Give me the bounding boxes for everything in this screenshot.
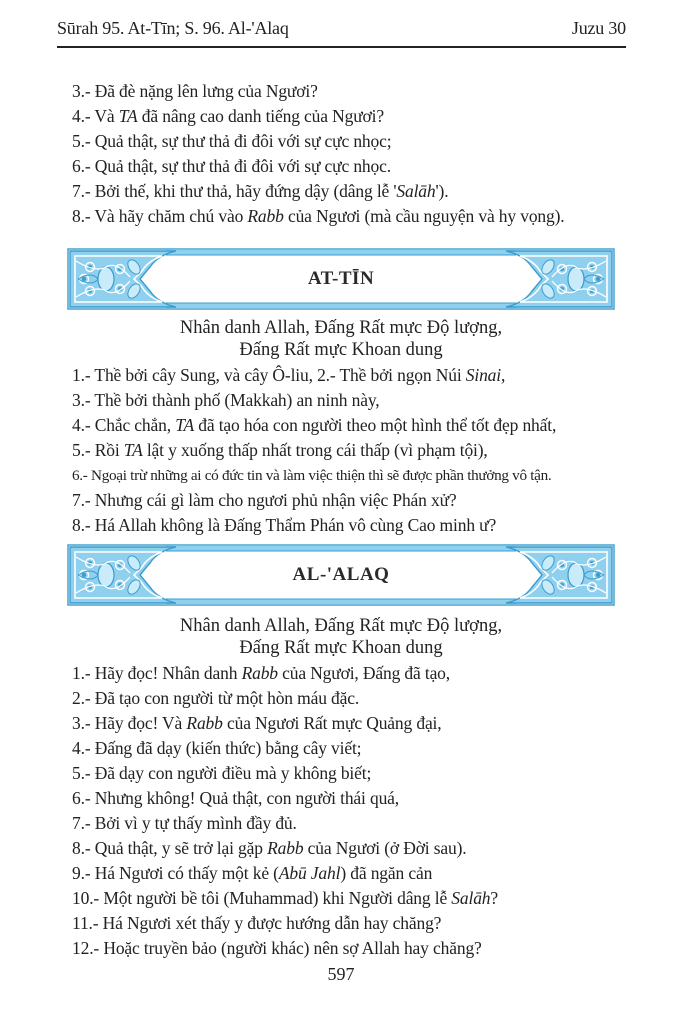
verse: 8.- Há Allah không là Đấng Thẩm Phán vô cùng Cao minh ư? bbox=[72, 515, 497, 535]
verse: 7.- Bởi vì y tự thấy mình đầy đủ. bbox=[72, 813, 297, 833]
bismillah-line-1: Nhân danh Allah, Đấng Rất mực Độ lượng, bbox=[179, 616, 503, 636]
bismillah-line-1: Nhân danh Allah, Đấng Rất mực Độ lượng, bbox=[179, 318, 503, 338]
verse: 3.- Thề bởi thành phố (Makkah) an ninh này, bbox=[72, 390, 380, 410]
verse: 11.- Há Ngươi xét thấy y được hướng dẫn hay chăng? bbox=[72, 913, 442, 933]
verse: 3.- Hãy đọc! Và Rabb của Ngươi Rất mực Quảng đại, bbox=[72, 713, 442, 733]
verse: 5.- Đã dạy con người điều mà y không biết; bbox=[72, 763, 372, 783]
running-header-right: Juzu 30 bbox=[571, 18, 626, 38]
surah-title: AL-'ALAQ bbox=[292, 564, 390, 585]
bismillah-line-2: Đấng Rất mực Khoan dung bbox=[239, 340, 443, 360]
verse: 5.- Rồi TA lật y xuống thấp nhất trong cái thấp (vì phạm tội), bbox=[72, 440, 488, 460]
surah-title-banner bbox=[66, 543, 616, 607]
verse: 6.- Quả thật, sự thư thả đi đôi với sự cực nhọc. bbox=[72, 156, 391, 176]
verse: 12.- Hoặc truyền bảo (người khác) nên sợ Allah hay chăng? bbox=[72, 938, 482, 958]
verse: 4.- Đấng đã dạy (kiến thức) bằng cây viết; bbox=[72, 738, 362, 758]
verse: 1.- Hãy đọc! Nhân danh Rabb của Ngươi, Đấng đã tạo, bbox=[72, 663, 451, 683]
surah-title-banner bbox=[66, 247, 616, 311]
verse: 8.- Và hãy chăm chú vào Rabb của Ngươi (mà cầu nguyện và hy vọng). bbox=[72, 206, 565, 226]
verse: 9.- Há Ngươi có thấy một kẻ (Abū Jahl) đã ngăn cản bbox=[72, 863, 433, 883]
bismillah-line-2: Đấng Rất mực Khoan dung bbox=[239, 638, 443, 658]
verse: 6.- Nhưng không! Quả thật, con người thái quá, bbox=[72, 788, 400, 808]
verse: 6.- Ngoại trừ những ai có đức tin và làm việc thiện thì sẽ được phần thưởng vô tận. bbox=[72, 467, 552, 484]
verse: 4.- Chắc chắn, TA đã tạo hóa con người theo một hình thể tốt đẹp nhất, bbox=[72, 415, 557, 435]
verse: 7.- Bởi thế, khi thư thả, hãy đứng dậy (dâng lễ 'Salāh'). bbox=[72, 181, 449, 201]
verse: 7.- Nhưng cái gì làm cho ngươi phủ nhận việc Phán xử? bbox=[72, 490, 457, 510]
verse: 10.- Một người bề tôi (Muhammad) khi Người dâng lễ Salāh? bbox=[72, 888, 499, 908]
verse: 4.- Và TA đã nâng cao danh tiếng của Ngươi? bbox=[72, 106, 384, 126]
verse: 1.- Thề bởi cây Sung, và cây Ô-liu, 2.- Thề bởi ngọn Núi Sinai, bbox=[72, 365, 506, 385]
verse: 8.- Quả thật, y sẽ trở lại gặp Rabb của Ngươi (ở Đời sau). bbox=[72, 838, 467, 858]
header-rule bbox=[57, 46, 626, 48]
running-header-left: Sūrah 95. At-Tīn; S. 96. Al-'Alaq bbox=[57, 18, 289, 38]
page-number: 597 bbox=[327, 964, 355, 984]
verse: 5.- Quả thật, sự thư thả đi đôi với sự cực nhọc; bbox=[72, 131, 392, 151]
verse: 3.- Đã đè nặng lên lưng của Ngươi? bbox=[72, 81, 318, 101]
verse: 2.- Đã tạo con người từ một hòn máu đặc. bbox=[72, 688, 360, 708]
surah-title: AT-TĪN bbox=[307, 268, 375, 289]
